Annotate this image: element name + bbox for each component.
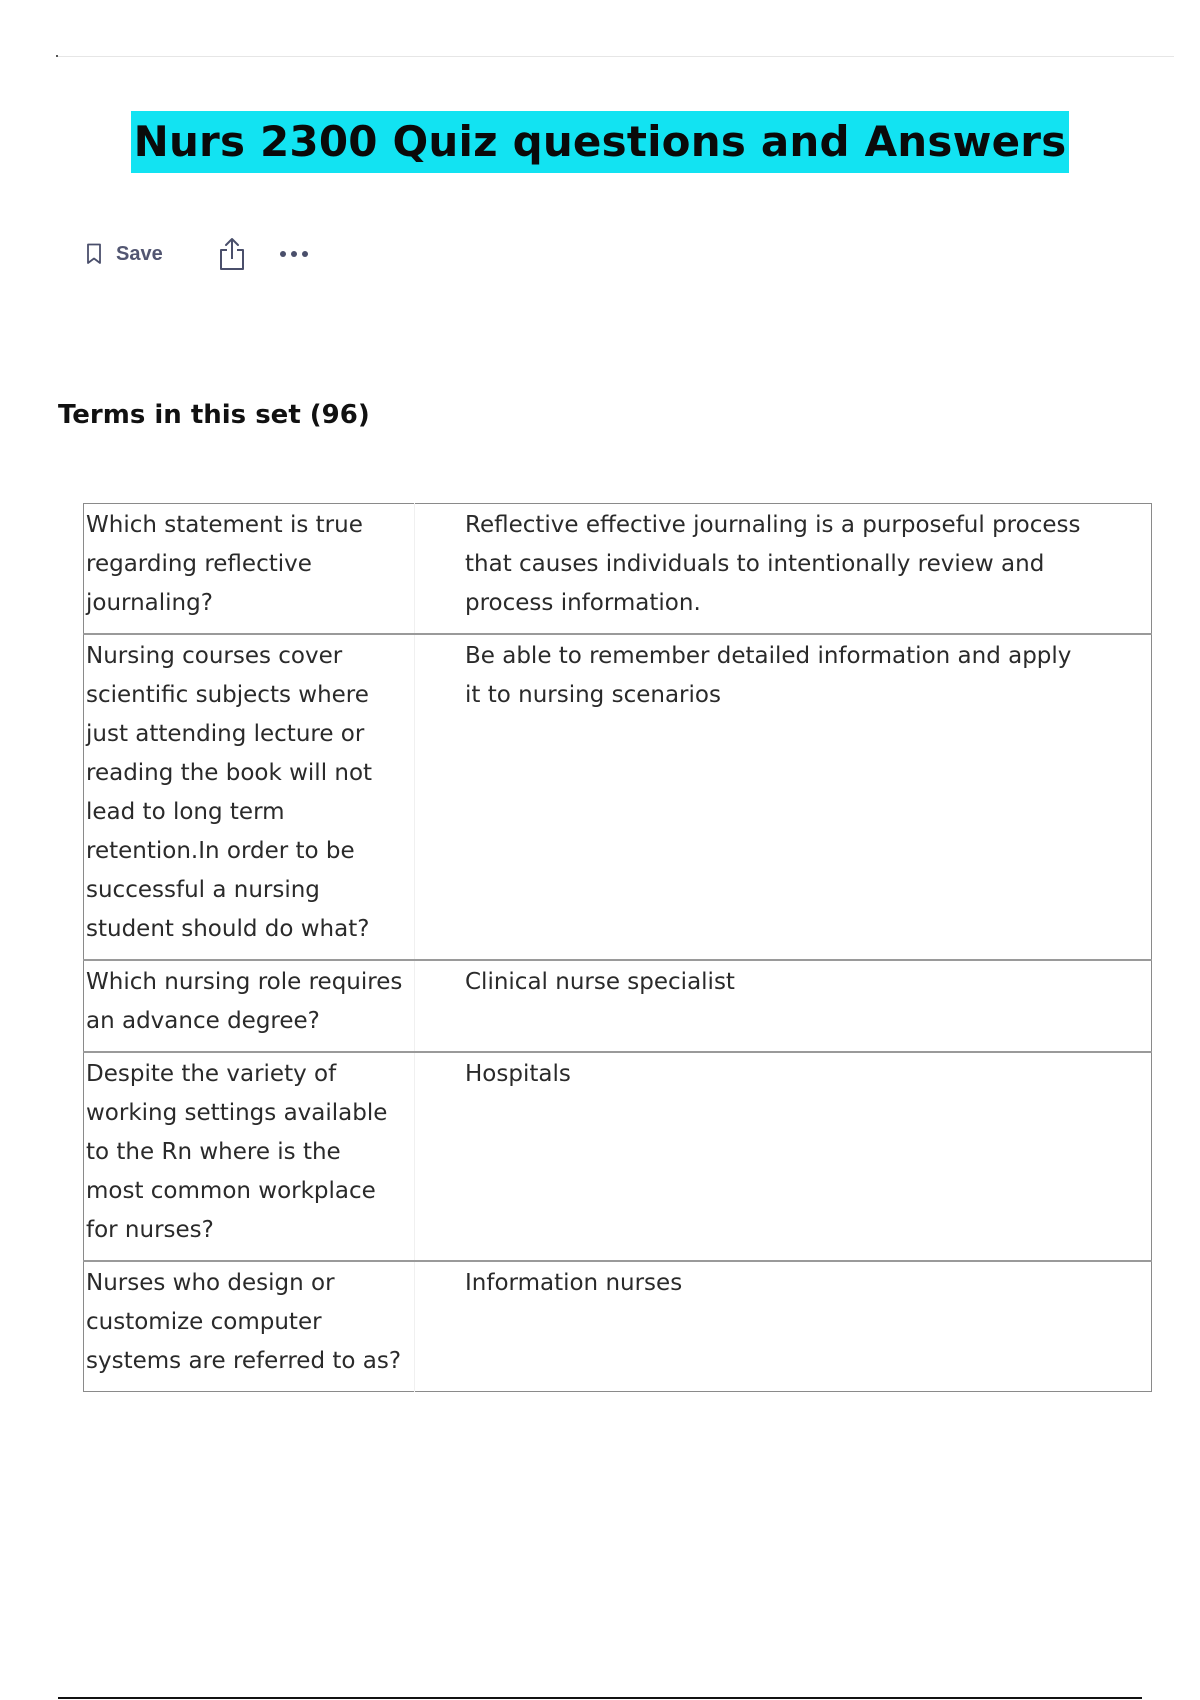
table-row	[84, 634, 1152, 960]
bookmark-icon	[86, 243, 102, 265]
table-row	[84, 504, 1152, 635]
definition-cell: Information nurses	[465, 1270, 683, 1296]
terms-heading: Terms in this set (96)	[58, 400, 370, 430]
bottom-divider	[58, 1697, 1142, 1699]
term-cell: Nurses who design or customize computer systems are referred to as?	[84, 1261, 415, 1392]
definition-cell: Hospitals	[465, 1061, 571, 1087]
term-cell: Which nursing role requires an advance degree?	[84, 960, 415, 1052]
definition-cell: Be able to remember detailed information and apply it to nursing scenarios	[465, 643, 1072, 708]
page-title: Nurs 2300 Quiz questions and Answers	[131, 111, 1070, 173]
top-divider	[58, 56, 1174, 57]
table-row	[84, 1261, 1152, 1392]
term-cell: Nursing courses cover scientific subjects where just attending lecture or reading the book will not lead to long term retention.In order to be successful a nursing student should do what?	[84, 634, 415, 960]
table-row	[84, 1052, 1152, 1261]
more-icon	[279, 250, 309, 258]
term-cell: Which statement is true regarding reflective journaling?	[84, 504, 415, 635]
definition-cell: Reflective effective journaling is a purposeful process that causes individuals to intentionally review and process information.	[465, 512, 1081, 616]
save-button[interactable]	[86, 243, 163, 266]
save-label: Save	[116, 242, 163, 265]
definition-cell: Clinical nurse specialist	[465, 969, 735, 995]
more-options-button[interactable]	[279, 250, 309, 258]
share-button[interactable]	[217, 237, 247, 271]
term-cell: Despite the variety of working settings available to the Rn where is the most common workplace for nurses?	[84, 1052, 415, 1261]
terms-table	[83, 503, 1152, 1392]
toolbar	[86, 236, 309, 272]
table-row	[84, 960, 1152, 1052]
title-container	[0, 111, 1200, 173]
share-icon	[217, 237, 247, 271]
